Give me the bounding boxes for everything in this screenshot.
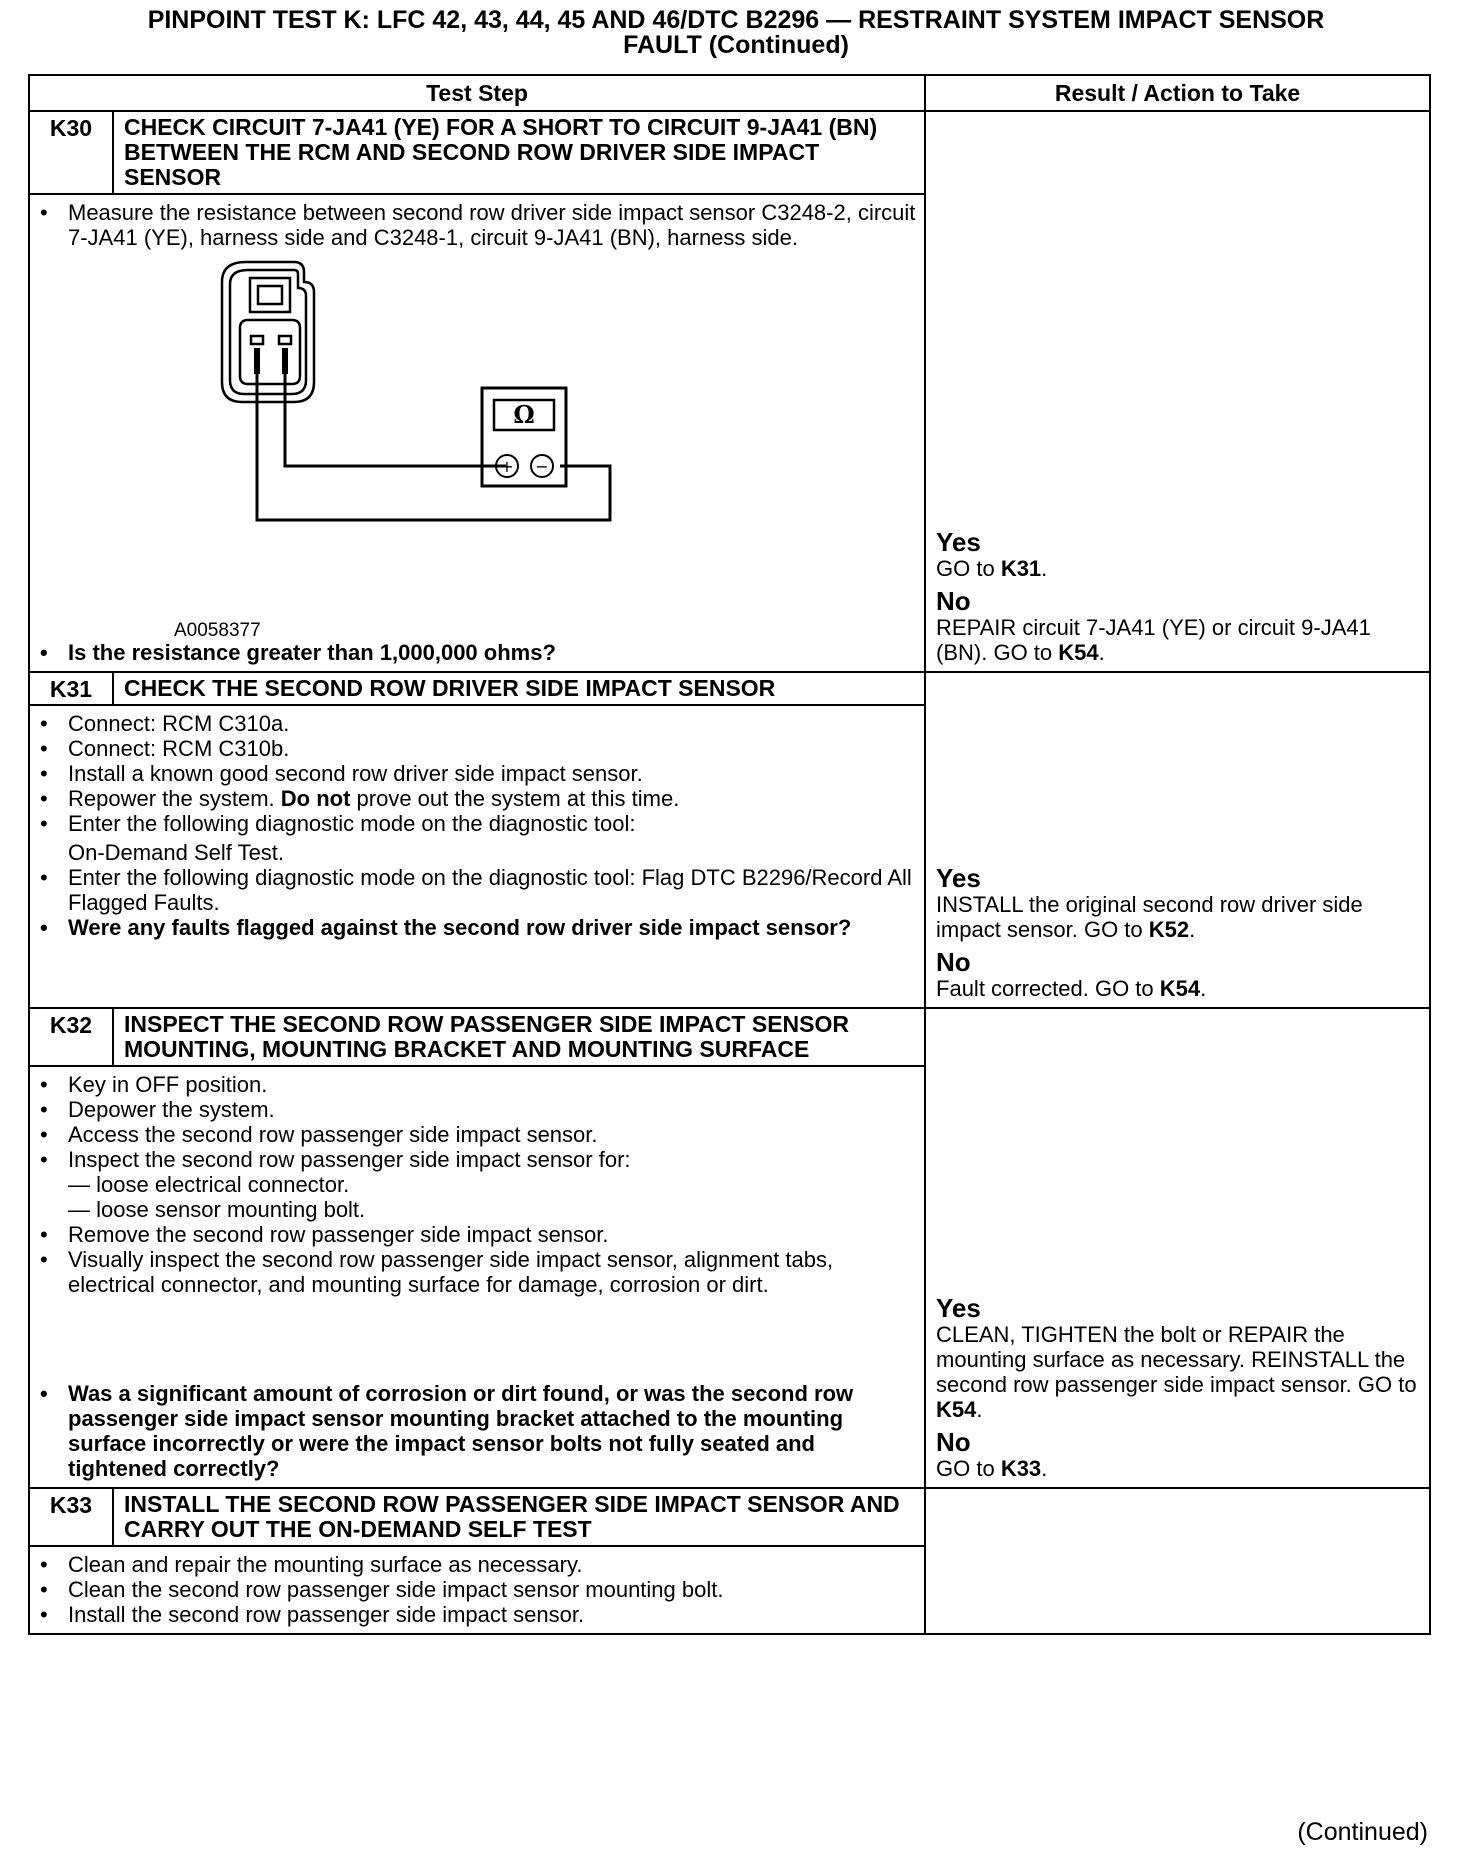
no-label: No (936, 1427, 971, 1457)
yes-action: INSTALL the original second row driver side impact sensor. GO to K52. (936, 892, 1363, 942)
step-body (29, 705, 925, 1008)
no-label: No (936, 586, 971, 616)
table-header-row (29, 75, 1430, 111)
list-item: • Key in OFF position. (68, 1072, 916, 1097)
connector-cavity (240, 320, 300, 384)
yes-label: Yes (936, 1293, 981, 1323)
step-link: K33 (1000, 1456, 1042, 1481)
step-heading: INSPECT THE SECOND ROW PASSENGER SIDE IMPACT SENSOR MOUNTING, MOUNTING BRACKET AND MOUNTING SURFACE (113, 1008, 925, 1066)
step-k30-heading-row (29, 111, 1430, 194)
connector-latch (250, 278, 290, 312)
step-link: K54 (1159, 976, 1201, 1001)
step-id: K33 (29, 1488, 113, 1546)
header-result: Result / Action to Take (925, 75, 1430, 111)
list-item: • Install the second row passenger side impact sensor. (68, 1602, 916, 1627)
yes-action: GO to K31. (936, 556, 1048, 581)
step-link: K31 (1000, 556, 1042, 581)
step-link: K54 (1058, 640, 1099, 665)
plus-symbol: + (500, 457, 514, 476)
no-action: GO to K33. (936, 1456, 1048, 1481)
step-body (29, 1546, 925, 1634)
ohm-symbol: Ω (513, 400, 535, 429)
step-k30-result (925, 111, 1430, 672)
figure-id: A0058377 (174, 620, 261, 641)
step-k32-result (925, 1008, 1430, 1488)
yes-label: Yes (936, 527, 981, 557)
connector-latch-inner (258, 286, 282, 304)
header-test-step: Test Step (29, 75, 925, 111)
list-item: • Install a known good second row driver side impact sensor. (68, 761, 916, 786)
list-item: • Connect: RCM C310b. (68, 736, 916, 761)
step-body (29, 194, 925, 672)
list-item: • Enter the following diagnostic mode on the diagnostic tool: Flag DTC B2296/Record All Flagged Faults. (68, 865, 916, 915)
step-k31-result (925, 672, 1430, 1008)
pin-2 (279, 336, 291, 344)
list-item: • Enter the following diagnostic mode on the diagnostic tool: On-Demand Self Test. (68, 811, 916, 865)
yes-label: Yes (936, 863, 981, 893)
list-item-question: • Is the resistance greater than 1,000,000 ohms? (68, 640, 916, 665)
lead-positive (285, 374, 506, 466)
no-label: No (936, 947, 971, 977)
no-action: REPAIR circuit 7-JA41 (YE) or circuit 9-JA41 (BN). GO to K54. (936, 615, 1371, 665)
step-k33-heading-row (29, 1488, 1430, 1546)
list-item: • Clean and repair the mounting surface as necessary. (68, 1552, 916, 1577)
probe-2 (282, 348, 288, 374)
list-item: • Access the second row passenger side impact sensor. (68, 1122, 916, 1147)
list-item: • Depower the system. (68, 1097, 916, 1122)
list-item: • Visually inspect the second row passenger side impact sensor, alignment tabs, electrical connector, and mounting surface for damage, corrosion or dirt. (68, 1247, 916, 1297)
pinpoint-test-table (28, 74, 1431, 1635)
yes-action: CLEAN, TIGHTEN the bolt or REPAIR the mounting surface as necessary. REINSTALL the second row passenger side impact sensor. GO to K54. (936, 1322, 1417, 1422)
step-body (29, 1066, 925, 1488)
step-heading: INSTALL THE SECOND ROW PASSENGER SIDE IMPACT SENSOR AND CARRY OUT THE ON-DEMAND SELF TEST (113, 1488, 925, 1546)
step-id: K30 (29, 111, 113, 194)
step-heading: CHECK THE SECOND ROW DRIVER SIDE IMPACT SENSOR (113, 672, 925, 705)
title-line-1: PINPOINT TEST K: LFC 42, 43, 44, 45 AND 46/DTC B2296 — RESTRAINT SYSTEM IMPACT SENSOR (147, 6, 1325, 34)
step-id: K32 (29, 1008, 113, 1066)
list-item: • Remove the second row passenger side impact sensor. (68, 1222, 916, 1247)
step-k32-heading-row (29, 1008, 1430, 1066)
pin-1 (251, 336, 263, 344)
list-item-question: • Were any faults flagged against the second row driver side impact sensor? (68, 915, 916, 940)
step-link: K54 (936, 1397, 977, 1422)
step-id: K31 (29, 672, 113, 705)
ohmmeter-connector-diagram (220, 258, 660, 548)
title-line-2: FAULT (Continued) (623, 31, 849, 59)
probe-1 (254, 348, 260, 374)
list-item: • Measure the resistance between second row driver side impact sensor C3248-2, circuit 7-JA41 (YE), harness side and C3248-1, circuit 9-JA41 (BN), harness side. (68, 200, 916, 250)
step-k33-result (925, 1488, 1430, 1634)
page-title (28, 8, 1444, 58)
list-item-question: • Was a significant amount of corrosion or dirt found, or was the second row passenger side impact sensor mounting bracket attached to the mounting surface incorrectly or were the impact sensor bolts not fully seated and tightened correctly? (68, 1381, 916, 1481)
list-item: • Connect: RCM C310a. (68, 711, 916, 736)
step-k31-heading-row (29, 672, 1430, 705)
minus-symbol: − (535, 457, 549, 476)
connector-inner-shell (230, 270, 306, 394)
no-action: Fault corrected. GO to K54. (936, 976, 1207, 1001)
connector-diagram (40, 250, 916, 640)
step-link: K52 (1148, 917, 1190, 942)
continued-note: (Continued) (1297, 1818, 1428, 1846)
list-item: • Repower the system. Do not prove out the system at this time. (68, 786, 916, 811)
step-heading: CHECK CIRCUIT 7-JA41 (YE) FOR A SHORT TO CIRCUIT 9-JA41 (BN) BETWEEN THE RCM AND SECOND ROW DRIVER SIDE IMPACT SENSOR (113, 111, 925, 194)
list-item: • Clean the second row passenger side impact sensor mounting bolt. (68, 1577, 916, 1602)
list-item: • Inspect the second row passenger side impact sensor for: — loose electrical connector. — loose sensor mounting bolt. (68, 1147, 916, 1222)
